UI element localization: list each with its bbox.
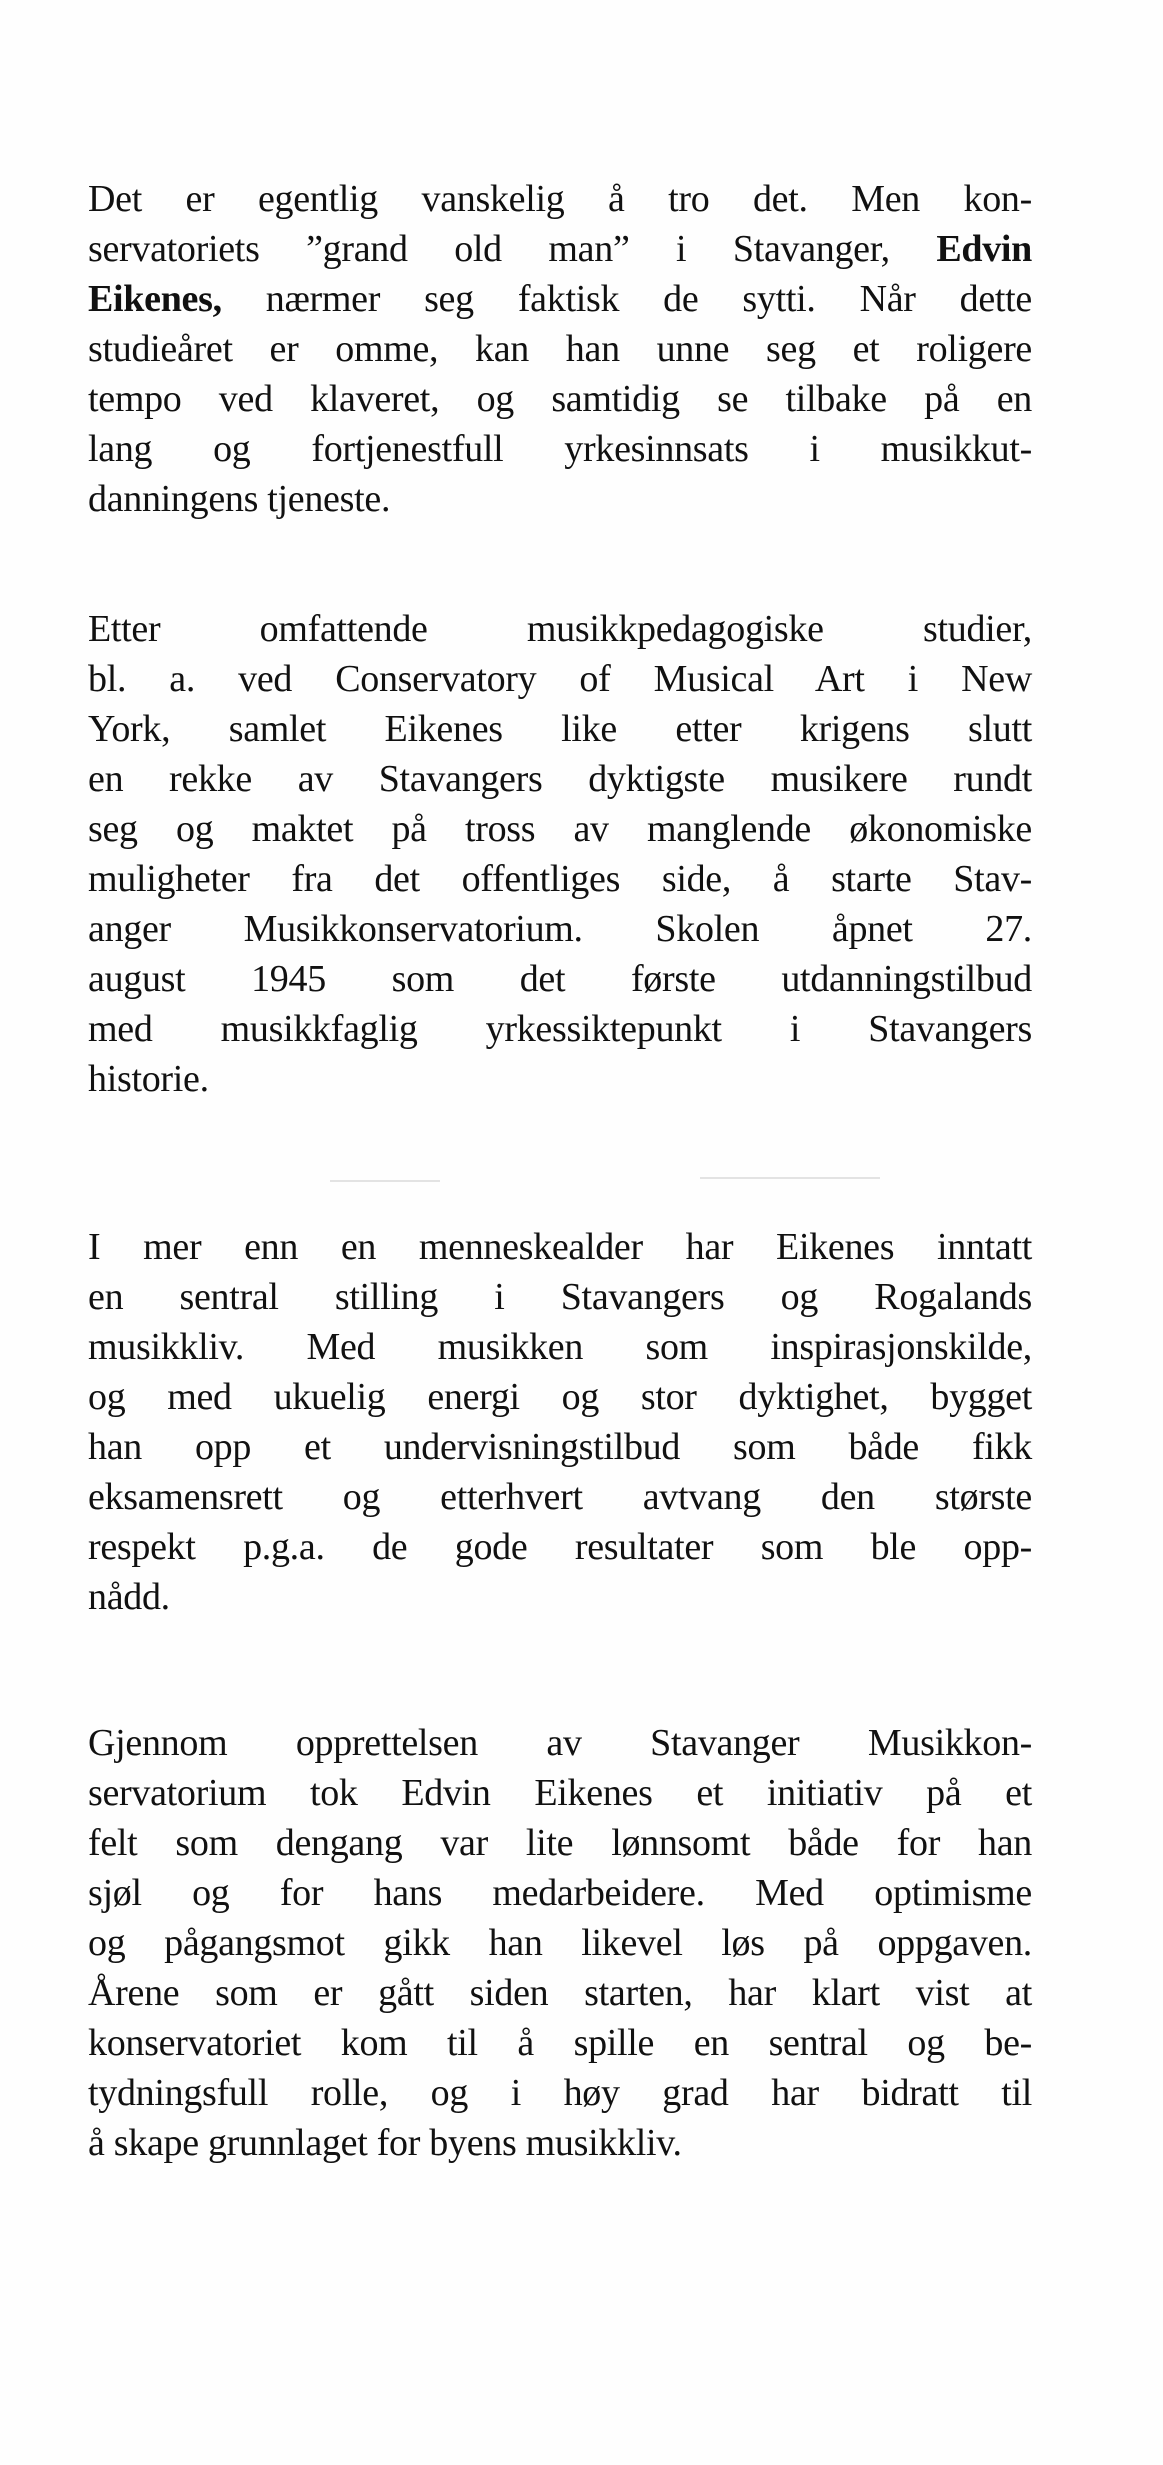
text-line: og pågangsmot gikk han likevel løs på oppgaven. <box>88 1922 1032 1964</box>
text-line: konservatoriet kom til å spille en sentral og be- <box>88 2022 1032 2064</box>
paragraph-4 <box>88 1718 1032 2168</box>
text-line: nådd. <box>88 1576 170 1618</box>
text-line: Årene som er gått siden starten, har klart vist at <box>88 1972 1032 2014</box>
text-line: sjøl og for hans medarbeidere. Med optimisme <box>88 1872 1032 1914</box>
text-line: lang og fortjenestfull yrkesinnsats i musikkut- <box>88 428 1032 470</box>
text-line: seg og maktet på tross av manglende økonomiske <box>88 808 1032 850</box>
text-line: Det er egentlig vanskelig å tro det. Men kon- <box>88 178 1032 220</box>
person-name-bold: Eikenes, <box>88 278 222 320</box>
scan-smudge <box>700 1177 880 1179</box>
text-line: å skape grunnlaget for byens musikkliv. <box>88 2122 682 2164</box>
text-line: Gjennom opprettelsen av Stavanger Musikkon- <box>88 1722 1032 1764</box>
paragraph-2 <box>88 604 1032 1104</box>
text-line: august 1945 som det første utdanningstilbud <box>88 958 1032 1000</box>
text-line: I mer enn en menneskealder har Eikenes inntatt <box>88 1226 1032 1268</box>
text-line: Etter omfattende musikkpedagogiske studier, <box>88 608 1032 650</box>
text-line: musikkliv. Med musikken som inspirasjonskilde, <box>88 1326 1032 1368</box>
text-fragment: servatoriets ”grand old man” i Stavanger, <box>88 228 937 270</box>
text-line: danningens tjeneste. <box>88 478 391 520</box>
text-line: tempo ved klaveret, og samtidig se tilbake på en <box>88 378 1032 420</box>
text-line: en rekke av Stavangers dyktigste musikere rundt <box>88 758 1032 800</box>
text-fragment: nærmer seg faktisk de sytti. Når dette <box>265 278 1032 320</box>
text-line: tydningsfull rolle, og i høy grad har bidratt til <box>88 2072 1032 2114</box>
text-line: felt som dengang var lite lønnsomt både for han <box>88 1822 1032 1864</box>
scan-smudge <box>330 1180 440 1182</box>
text-line <box>88 274 1032 324</box>
text-line: han opp et undervisningstilbud som både fikk <box>88 1426 1032 1468</box>
text-line: historie. <box>88 1058 209 1100</box>
paragraph-1 <box>88 174 1032 524</box>
text-line: anger Musikkonservatorium. Skolen åpnet 27. <box>88 908 1032 950</box>
text-line: respekt p.g.a. de gode resultater som ble opp- <box>88 1526 1032 1568</box>
text-line: servatorium tok Edvin Eikenes et initiativ på et <box>88 1772 1032 1814</box>
text-line <box>88 224 1032 274</box>
text-line: og med ukuelig energi og stor dyktighet, bygget <box>88 1376 1032 1418</box>
text-line: studieåret er omme, kan han unne seg et roligere <box>88 328 1032 370</box>
paragraph-3 <box>88 1222 1032 1622</box>
text-line: York, samlet Eikenes like etter krigens slutt <box>88 708 1032 750</box>
text-line: eksamensrett og etterhvert avtvang den største <box>88 1476 1032 1518</box>
text-line: muligheter fra det offentliges side, å starte Stav- <box>88 858 1032 900</box>
text-line: med musikkfaglig yrkessiktepunkt i Stavangers <box>88 1008 1032 1050</box>
text-line: bl. a. ved Conservatory of Musical Art i New <box>88 658 1032 700</box>
text-line: en sentral stilling i Stavangers og Rogalands <box>88 1276 1032 1318</box>
person-name-bold: Edvin <box>936 228 1032 270</box>
